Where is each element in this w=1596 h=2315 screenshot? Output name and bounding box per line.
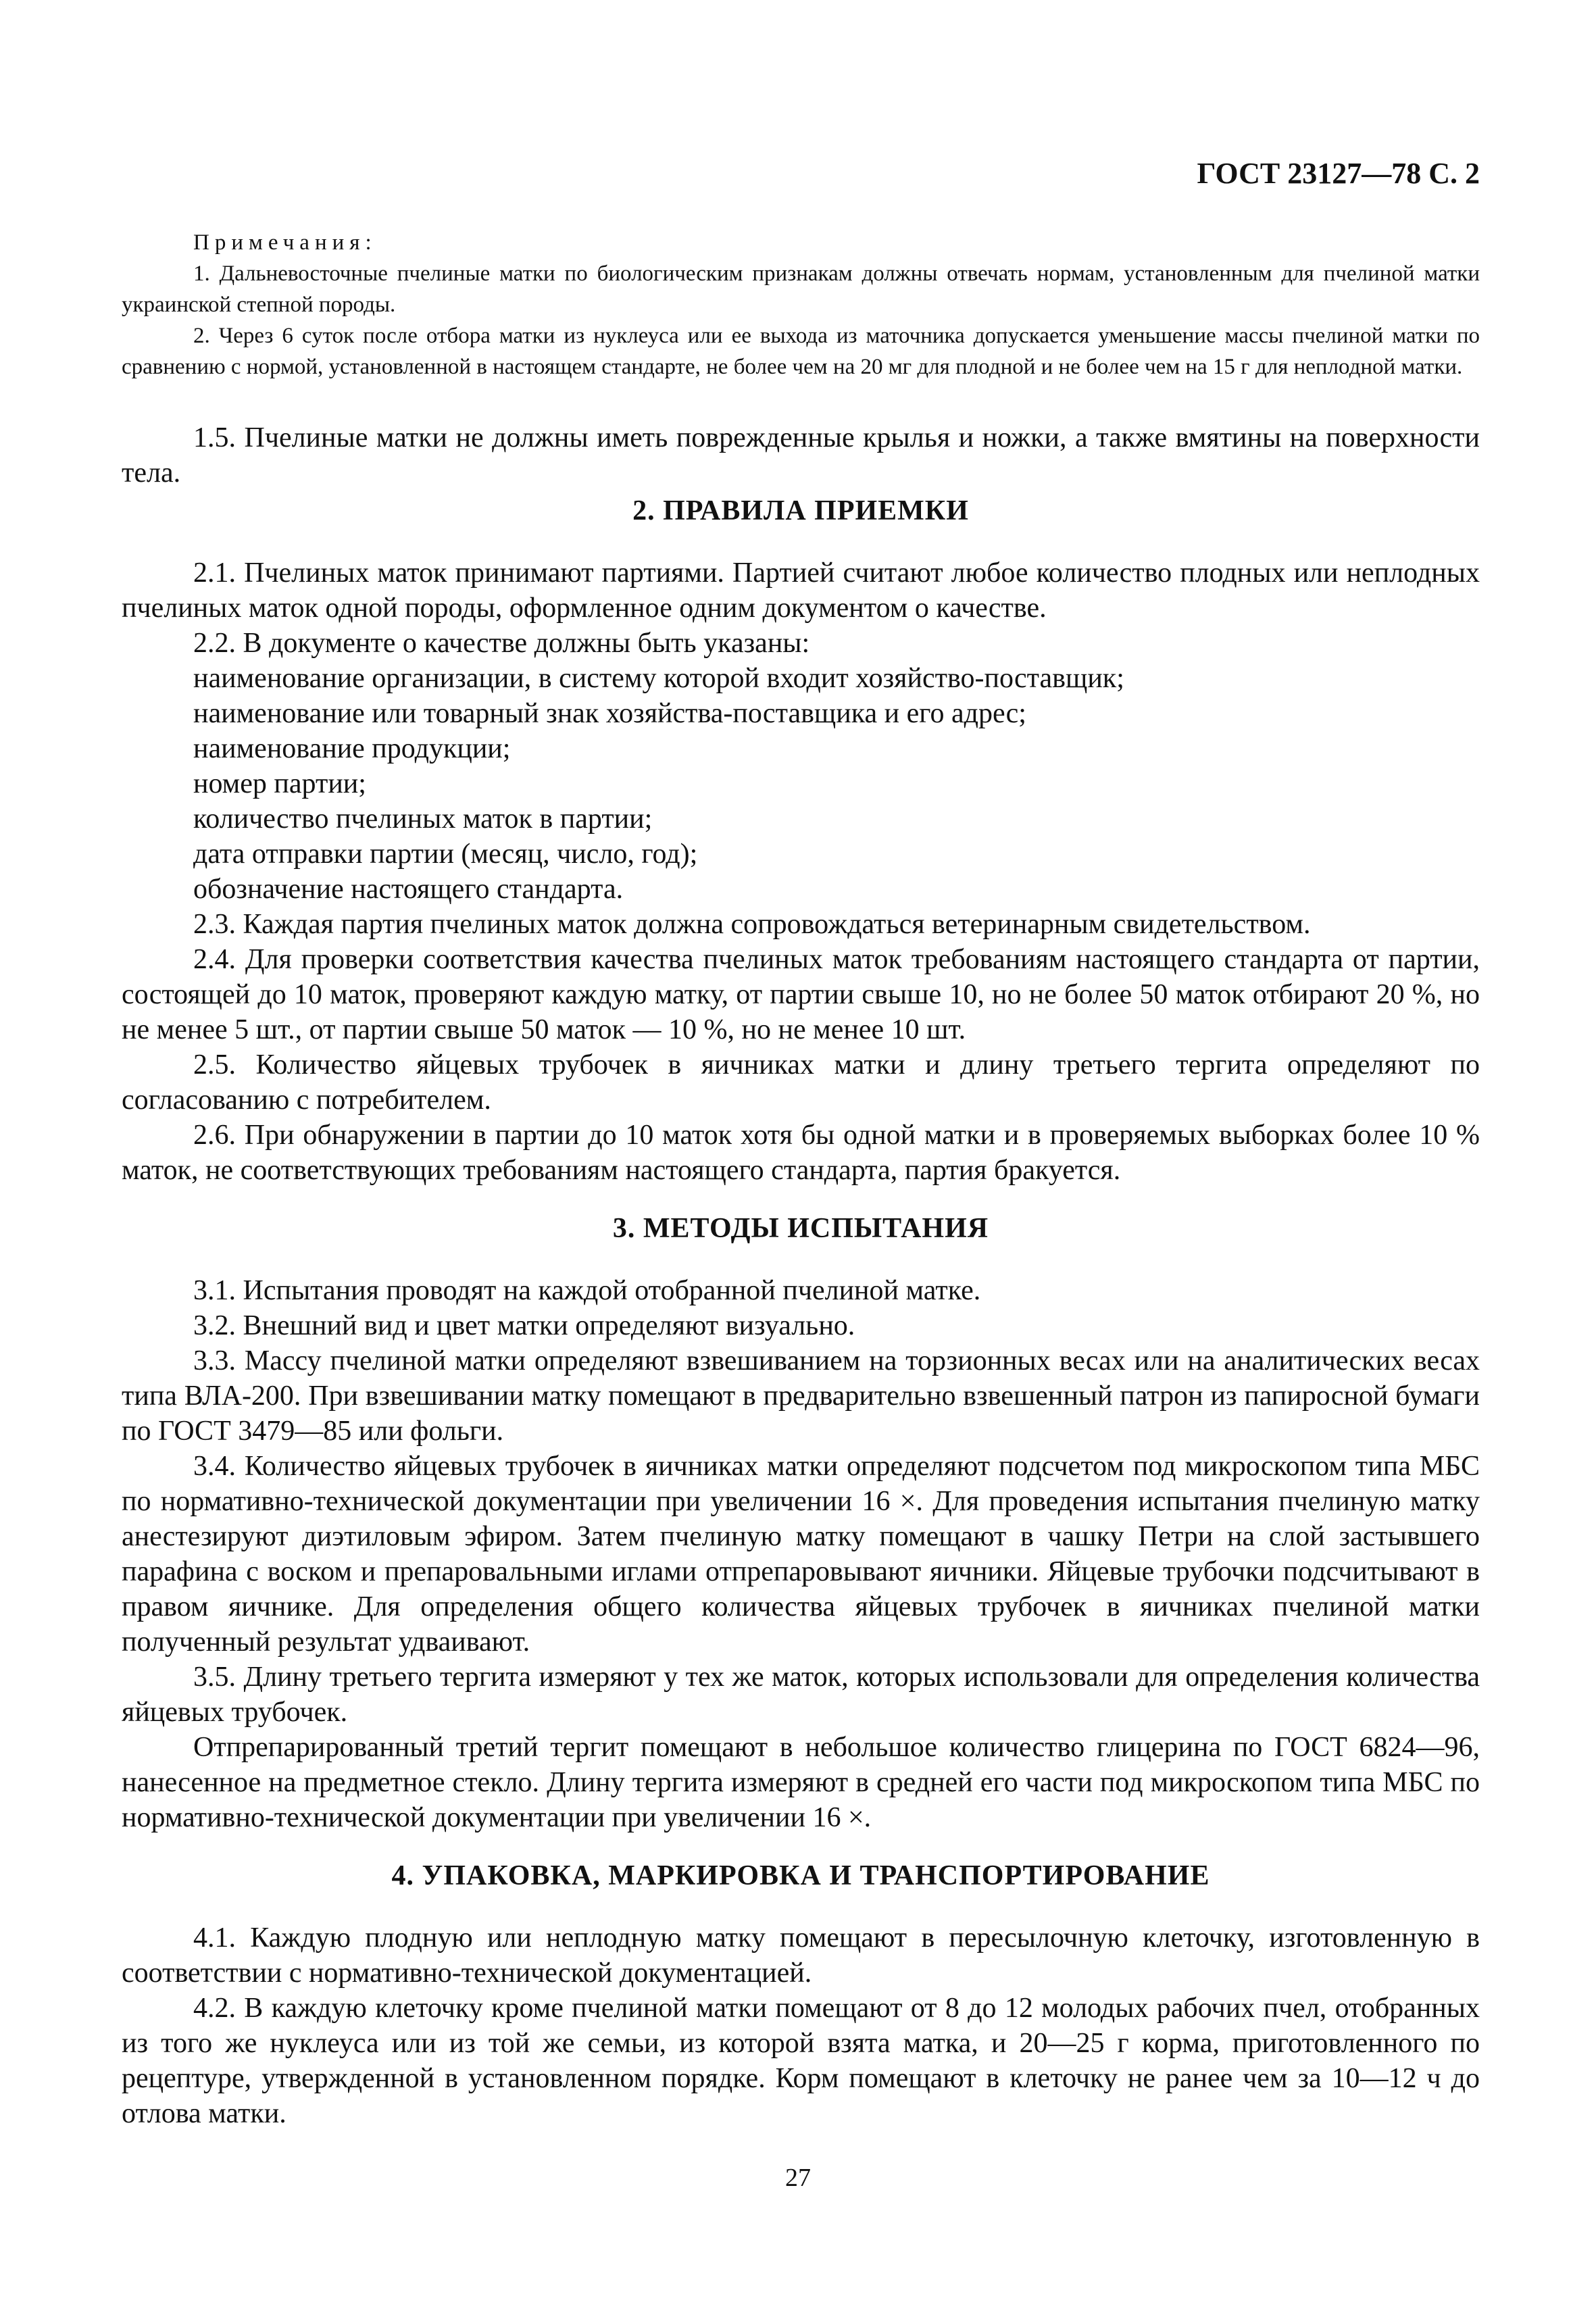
list-item: дата отправки партии (месяц, число, год); [193, 839, 698, 870]
note-item: 2. Через 6 суток после отбора матки из нуклеуса или ее выхода из маточника допускается уменьшение массы пчелиной матки по сравнению с нормой, установленной в настоящем стандарте, не более чем на 20 мг для плодной и не более чем на 15 г для неплодной матки. [122, 324, 1480, 379]
list-item: наименование или товарный знак хозяйства-поставщика и его адрес; [193, 698, 1026, 729]
list-item: наименование организации, в систему которой входит хозяйство-поставщик; [193, 663, 1124, 694]
paragraph-2-3: 2.3. Каждая партия пчелиных маток должна сопровождаться ветеринарным свидетельством. [193, 909, 1311, 940]
notes-block [122, 227, 1480, 382]
running-head: ГОСТ 23127—78 С. 2 [1197, 157, 1480, 190]
paragraph-3-1: 3.1. Испытания проводят на каждой отобранной пчелиной матке. [193, 1275, 981, 1306]
paragraph-3-5: 3.5. Длину третьего тергита измеряют у тех же маток, которых использовали для определения количества яйцевых трубочек. [122, 1662, 1480, 1728]
paragraph-2-2: 2.2. В документе о качестве должны быть указаны: [193, 628, 810, 659]
paragraph-2-1: 2.1. Пчелиных маток принимают партиями. Партией считают любое количество плодных или неплодных пчелиных маток одной породы, оформленное одним документом о качестве. [122, 557, 1480, 624]
paragraph-3-2: 3.2. Внешний вид и цвет матки определяют визуально. [193, 1310, 855, 1341]
list-item: наименование продукции; [193, 733, 511, 764]
paragraph-4-1: 4.1. Каждую плодную или неплодную матку помещают в пересылочную клеточку, изготовленную в соответствии с нормативно-технической документацией. [122, 1922, 1480, 1989]
document-page [122, 155, 1480, 2131]
paragraph-1-5: 1.5. Пчелиные матки не должны иметь поврежденные крылья и ножки, а также вмятины на поверхности тела. [122, 422, 1480, 489]
notes-title: Примечания: [193, 230, 377, 255]
paragraph-2-6: 2.6. При обнаружении в партии до 10 маток хотя бы одной матки и в проверяемых выборках более 10 % маток, не соответствующих требованиям настоящего стандарта, партия бракуется. [122, 1120, 1480, 1186]
page-number: 27 [785, 2164, 811, 2192]
paragraph-3-4: 3.4. Количество яйцевых трубочек в яичниках матки определяют подсчетом под микроскопом типа МБС по нормативно-технической документации при увеличении 16 ×. Для проведения испытания пчелиную матку анестезируют диэтиловым эфиром. Затем пчелиную матку помещают в чашку Петри на слой застывшего парафина с воском и препаровальными иглами отпрепаровывают яичники. Яйцевые трубочки подсчитывают в правом яичнике. Для определения общего количества яйцевых трубочек в яичниках пчелиной матки полученный результат удваивают. [122, 1451, 1480, 1658]
paragraph-2-4: 2.4. Для проверки соответствия качества пчелиных маток требованиям настоящего стандарта от партии, состоящей до 10 маток, проверяют каждую матку, от партии свыше 10, но не более 50 маток отбирают 20 %, но не менее 5 шт., от партии свыше 50 маток — 10 %, но не менее 10 шт. [122, 944, 1480, 1045]
note-item: 1. Дальневосточные пчелиные матки по биологическим признакам должны отвечать нормам, установленным для пчелиной матки украинской степной породы. [122, 262, 1480, 317]
list-item: количество пчелиных маток в партии; [193, 803, 653, 835]
section-title-2: 2. ПРАВИЛА ПРИЕМКИ [632, 495, 969, 526]
paragraph-3-5-continued: Отпрепарированный третий тергит помещают в небольшое количество глицерина по ГОСТ 6824—96, нанесенное на предметное стекло. Длину тергита измеряют в средней его части под микроскопом типа МБС по нормативно-технической документации при увеличении 16 ×. [122, 1732, 1480, 1833]
section-title-3: 3. МЕТОДЫ ИСПЫТАНИЯ [612, 1213, 989, 1244]
list-item: номер партии; [193, 768, 366, 799]
paragraph-4-2: 4.2. В каждую клеточку кроме пчелиной матки помещают от 8 до 12 молодых рабочих пчел, отобранных из того же нуклеуса или из той же семьи, из которой взята матка, и 20—25 г корма, приготовленного по рецептуре, утвержденной в установленном порядке. Корм помещают в клеточку не ранее чем за 10—12 ч до отлова матки. [122, 1993, 1480, 2129]
body-text [122, 382, 1480, 2131]
list-item: обозначение настоящего стандарта. [193, 874, 624, 905]
paragraph-2-5: 2.5. Количество яйцевых трубочек в яичниках матки и длину третьего тергита определяют по согласованию с потребителем. [122, 1049, 1480, 1116]
paragraph-3-3: 3.3. Массу пчелиной матки определяют взвешиванием на торзионных весах или на аналитических весах типа ВЛА-200. При взвешивании матку помещают в предварительно взвешенный патрон из папиросной бумаги по ГОСТ 3479—85 или фольги. [122, 1345, 1480, 1447]
section-title-4: 4. УПАКОВКА, МАРКИРОВКА И ТРАНСПОРТИРОВАНИЕ [391, 1860, 1210, 1891]
